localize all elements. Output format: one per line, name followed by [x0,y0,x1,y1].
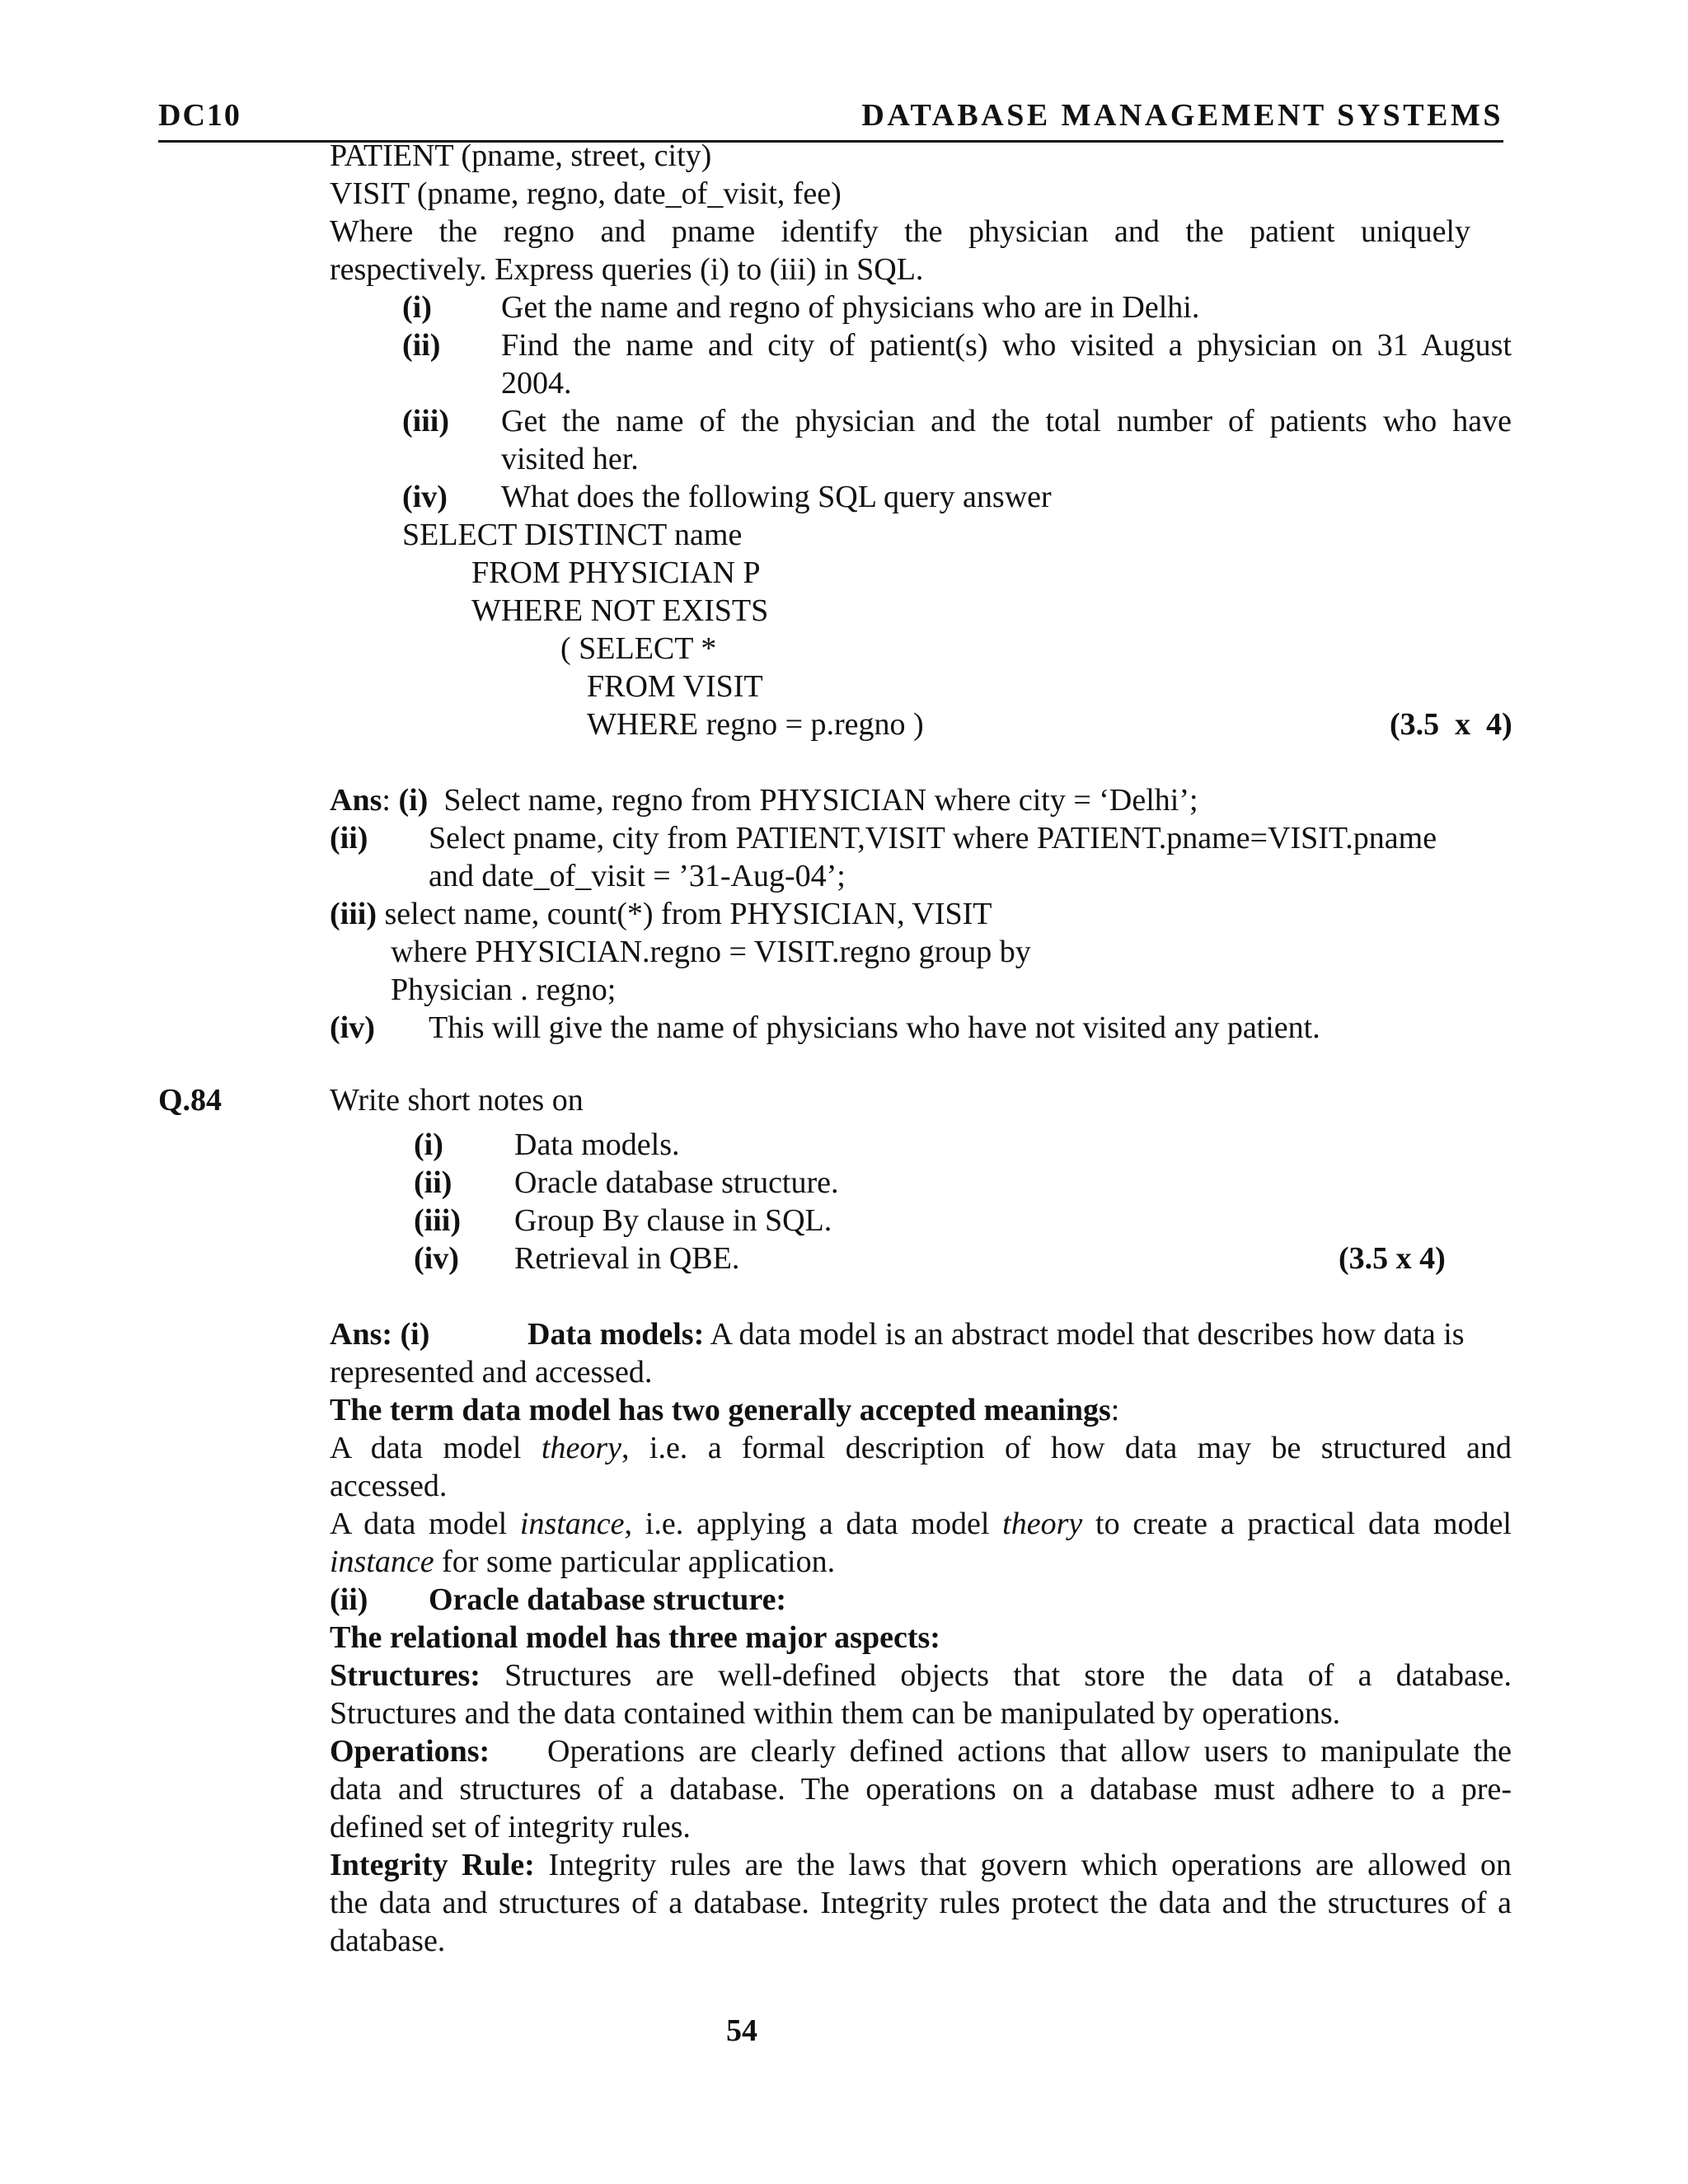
instance-line [330,1505,1512,1543]
operations-text: Operations are clearly defined actions that allow users to manipulate the [547,1734,1512,1769]
q-item-text: Retrieval in QBE. [514,1241,740,1276]
q-item-text: Get the name and regno of physicians who are in Delhi. [501,290,1200,325]
structures-text: Structures are well-defined objects that store the data of a database. [480,1658,1512,1693]
dm-heading: Data models: [528,1317,705,1352]
q-item-num: (ii) [402,328,441,363]
dm-text: A data model is an abstract model that describes how data is [704,1317,1465,1352]
q-item-text-cont: 2004. [501,366,572,401]
ans-text-cont: and date_of_visit = ’31-Aug-04’; [429,859,846,893]
dm-text-cont: represented and accessed. [330,1355,653,1390]
q-item-num: (i) [414,1127,443,1162]
q-item-text: Get the name of the physician and the total number of patients who have [501,404,1512,438]
theory-line [330,1429,1512,1467]
integrity-text-cont: database. [330,1924,446,1958]
ans-num: (ii) [330,1582,368,1617]
integrity-heading: Integrity Rule: [330,1848,535,1882]
ans-num: (iv) [330,1010,375,1045]
sql-line: FROM VISIT [587,669,763,704]
sql-line: SELECT DISTINCT name [402,518,743,552]
marks: (3.5 x 4) [1339,1241,1446,1276]
q-item-text: Data models. [514,1127,680,1162]
ans-text-cont: Physician . regno; [391,972,617,1007]
course-code: DC10 [158,98,241,133]
ans-num: (i) [398,783,429,818]
q-item-text: Oracle database structure. [514,1165,839,1200]
theory-text-cont: accessed. [330,1469,448,1503]
instance-text: , i.e. applying a data model [624,1507,1003,1541]
question-number: Q.84 [158,1083,223,1118]
ans-text: Select pname, city from PATIENT,VISIT where PATIENT.pname=VISIT.pname [429,821,1437,855]
question-title: Write short notes on [330,1083,584,1118]
operations-text-cont: defined set of integrity rules. [330,1810,691,1844]
ans-text: This will give the name of physicians who have not visited any patient. [429,1010,1320,1045]
q-item-num: (iii) [414,1203,461,1238]
ans-text: Select name, regno from PHYSICIAN where city = ‘Delhi’; [443,783,1198,818]
instance-text: for some particular application. [434,1544,836,1579]
operations-heading: Operations: [330,1734,490,1769]
ans-num: (iii) [330,897,377,931]
ans-text-cont: where PHYSICIAN.regno = VISIT.regno group by [391,935,1031,969]
operations-text-cont: data and structures of a database. The operations on a database must adhere to a pre- [330,1772,1512,1807]
sql-line: ( SELECT * [560,631,717,666]
q-item-text: What does the following SQL query answer [501,480,1052,514]
q-item-num: (ii) [414,1165,452,1200]
ans-text: select name, count(*) from PHYSICIAN, VISIT [384,897,992,931]
q-item-text-cont: visited her. [501,442,639,476]
schema-patient: PATIENT (pname, street, city) [330,138,712,173]
sql-line: WHERE NOT EXISTS [471,593,769,628]
sql-line: FROM PHYSICIAN P [471,555,761,590]
ans-label: Ans [330,783,382,818]
where-line-1: Where the regno and pname identify the physician and the patient uniquely [330,214,1470,249]
structures-text-cont: Structures and the data contained within them can be manipulated by operations. [330,1696,1341,1731]
term-colon: : [1110,1393,1120,1427]
theory-text: A data model [330,1431,542,1465]
term-heading: The term data model has two generally accepted meanings [330,1393,1111,1427]
where-line-2: respectively. Express queries (i) to (iii) in SQL. [330,252,924,287]
ans-num: (ii) [330,821,368,855]
instance-italic: instance [330,1544,434,1579]
theory-text: , i.e. a formal description of how data may be structured and [621,1431,1512,1465]
integrity-line [330,1846,1512,1884]
q-item-num: (iv) [414,1241,459,1276]
instance-text: to create a practical data model [1082,1507,1512,1541]
course-title: DATABASE MANAGEMENT SYSTEMS [861,98,1503,133]
page-number: 54 [726,2013,757,2048]
theory-italic: theory [1002,1507,1083,1541]
q-item-text: Find the name and city of patient(s) who visited a physician on 31 August [501,328,1512,363]
structures-heading: Structures: [330,1658,481,1693]
integrity-text-cont: the data and structures of a database. Integrity rules protect the data and the structures of a [330,1886,1512,1920]
q-item-num: (iv) [402,480,448,514]
relational-heading: The relational model has three major aspects: [330,1620,940,1655]
integrity-text: Integrity rules are the laws that govern which operations are allowed on [534,1848,1512,1882]
q-item-num: (i) [402,290,432,325]
instance-text: A data model [330,1507,520,1541]
theory-italic: theory [541,1431,621,1465]
instance-italic: instance [519,1507,625,1541]
sql-line: WHERE regno = p.regno ) [587,707,924,742]
q-item-num: (iii) [402,404,449,438]
marks: (3.5 x 4) [1390,707,1512,742]
structures-line [330,1657,1512,1694]
ans-label: Ans: (i) [330,1317,430,1352]
oracle-heading: Oracle database structure: [429,1582,787,1617]
q-item-text: Group By clause in SQL. [514,1203,832,1238]
running-header [158,97,1503,143]
schema-visit: VISIT (pname, regno, date_of_visit, fee) [330,176,842,211]
